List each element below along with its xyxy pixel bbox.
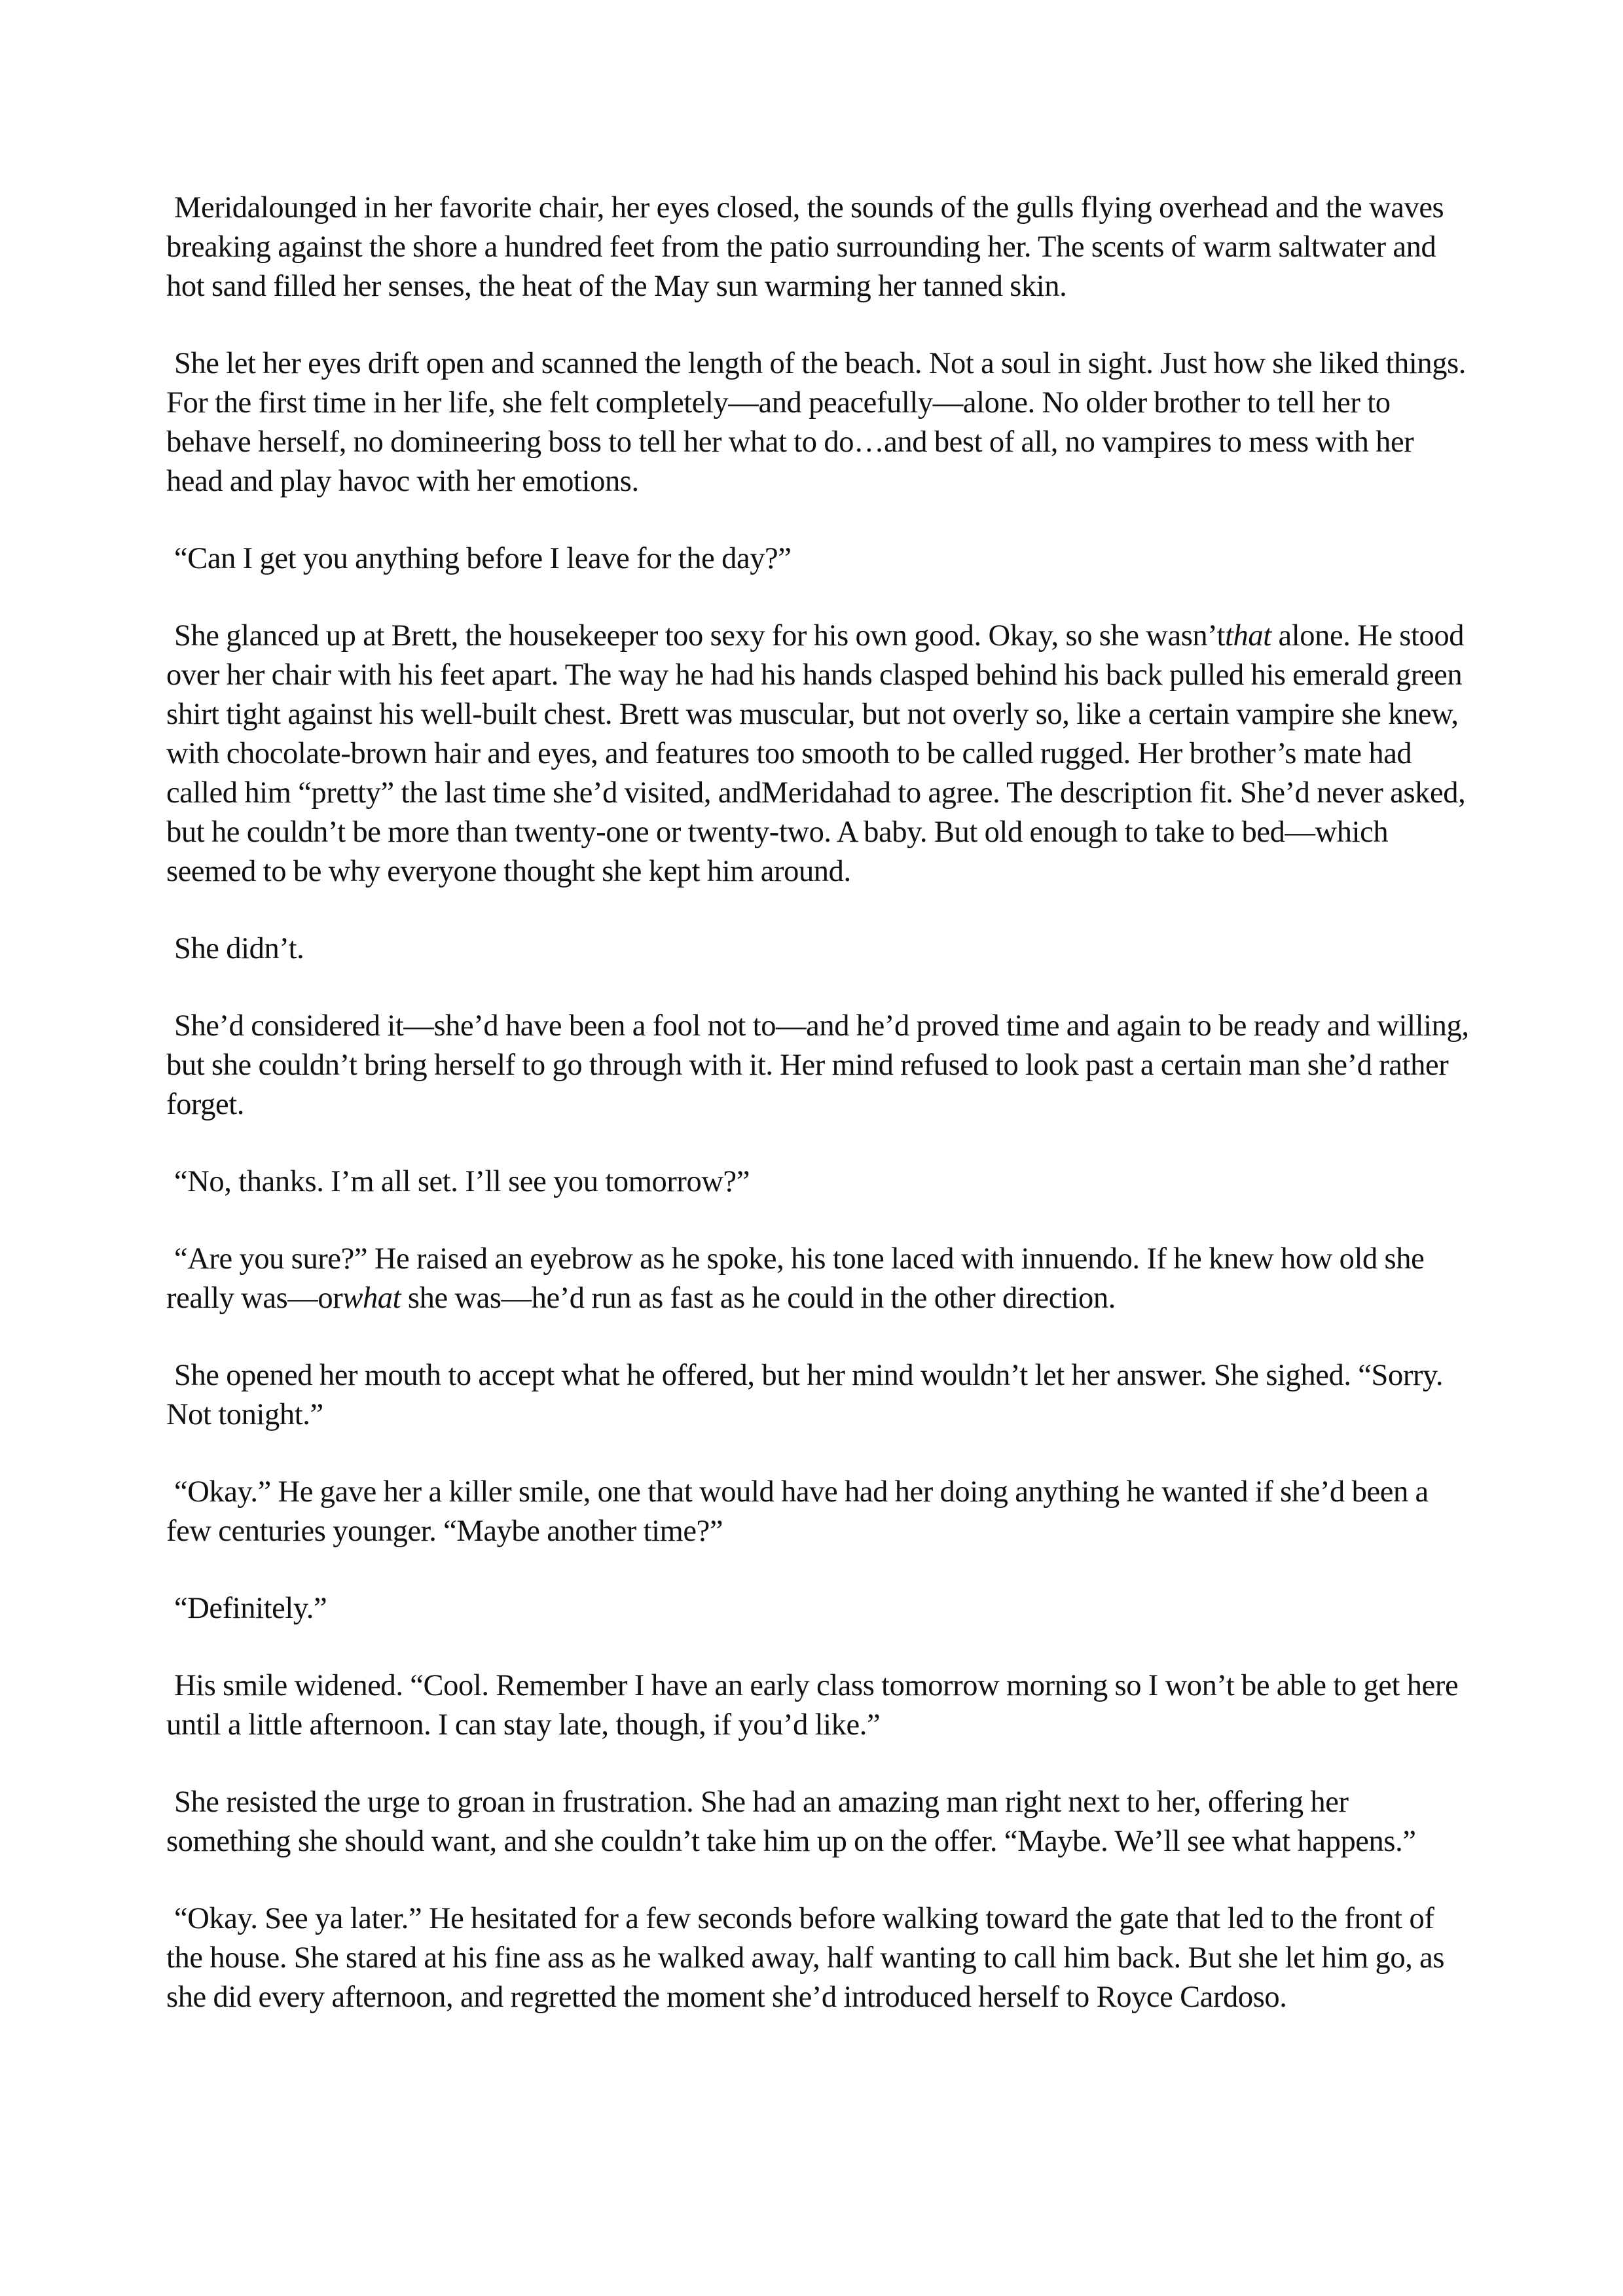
text-run: She opened her mouth to accept what he offered, but her mind wouldn’t let her answer. She sighed. “Sorry. Not tonight.” xyxy=(166,1359,1444,1431)
paragraph xyxy=(166,539,1476,579)
document-page xyxy=(166,188,1476,2055)
paragraph xyxy=(166,1162,1476,1202)
text-run: She let her eyes drift open and scanned the length of the beach. Not a soul in sight. Just how she liked things. For the first time in her life, she felt completely—and peacefully—alone. No older brother to tell her to behave herself, no domineering boss to tell her what to do…and best of all, no vampires to mess with her head and play havoc with her emotions. xyxy=(166,347,1466,498)
text-run: She didn’t. xyxy=(174,932,304,965)
text-run: alone. He stood over her chair with his feet apart. The way he had his hands clasped behind his back pulled his emerald green shirt tight against his well-built chest. Brett was muscular, but not overly so, like a certain vampire she knew, with chocolate-brown hair and eyes, and features too smooth to be called rugged. Her brother’s mate had called him “pretty” the last time she’d visited, andMeridahad to agree. The description fit. She’d never asked, but he couldn’t be more than twenty-one or twenty-two. A baby. But old enough to take to bed—which seemed to be why everyone thought she kept him around. xyxy=(166,619,1466,888)
text-run: “Okay.” He gave her a killer smile, one that would have had her doing anything he wanted if she’d been a few centuries younger. “Maybe another time?” xyxy=(166,1475,1429,1548)
text-run: “Can I get you anything before I leave for the day?” xyxy=(174,542,792,575)
text-run: “No, thanks. I’m all set. I’ll see you tomorrow?” xyxy=(174,1165,750,1198)
text-run: His smile widened. “Cool. Remember I have an early class tomorrow morning so I won’t be able to get here until a little afternoon. I can stay late, though, if you’d like.” xyxy=(166,1669,1459,1742)
body-text xyxy=(166,188,1476,2017)
paragraph xyxy=(166,1007,1476,1124)
italic-text: that xyxy=(1225,619,1271,653)
paragraph xyxy=(166,929,1476,969)
text-run: She resisted the urge to groan in frustration. She had an amazing man right next to her, offering her something she should want, and she couldn’t take him up on the offer. “Maybe. We’ll see what happens.” xyxy=(166,1785,1416,1858)
paragraph xyxy=(166,1240,1476,1318)
paragraph xyxy=(166,344,1476,501)
text-run: She glanced up at Brett, the housekeeper too sexy for his own good. Okay, so she wasn’t xyxy=(174,619,1226,653)
paragraph xyxy=(166,1473,1476,1551)
italic-text: what xyxy=(342,1282,401,1315)
text-run: Meridalounged in her favorite chair, her eyes closed, the sounds of the gulls flying overhead and the waves breaking against the shore a hundred feet from the patio surrounding her. The scents of warm saltwater and hot sand filled her senses, the heat of the May sun warming her tanned skin. xyxy=(166,191,1444,303)
paragraph xyxy=(166,1899,1476,2017)
text-run: “Are you sure?” He raised an eyebrow as he spoke, his tone laced with innuendo. If he knew how old she really was—or xyxy=(166,1242,1425,1315)
paragraph xyxy=(166,617,1476,891)
paragraph xyxy=(166,1356,1476,1435)
paragraph xyxy=(166,188,1476,306)
text-run: she was—he’d run as fast as he could in the other direction. xyxy=(401,1282,1116,1315)
text-run: “Okay. See ya later.” He hesitated for a few seconds before walking toward the gate that led to the front of the house. She stared at his fine ass as he walked away, half wanting to call him back. But she let him go, as she did every afternoon, and regretted the moment she’d introduced herself to Royce Cardoso. xyxy=(166,1902,1445,2014)
text-run: “Definitely.” xyxy=(174,1592,327,1625)
paragraph xyxy=(166,1589,1476,1628)
paragraph xyxy=(166,1783,1476,1861)
paragraph xyxy=(166,1666,1476,1745)
text-run: She’d considered it—she’d have been a fool not to—and he’d proved time and again to be ready and willing, but she couldn’t bring herself to go through with it. Her mind refused to look past a certain man she’d rather forget. xyxy=(166,1009,1469,1121)
